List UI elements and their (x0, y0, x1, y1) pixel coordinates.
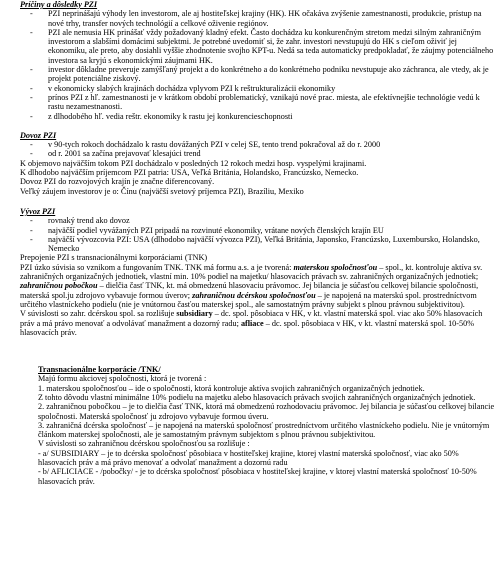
paragraph-line: K dlhodobo najväčším príjemcom PZI patria: USA, Veľká Británia, Holandsko, Francúzsko, Nemecko. (20, 168, 359, 178)
paragraph-line: - b/ AFLICIACE - /pobočky/ - je to dcérska spoločnosť pôsobiaca v hostiteľskej krajine, v ktorej vlastní materská spoločnosť 10-50% hlasovacích práv. (38, 467, 477, 486)
list-item: - PZI neprinášajú výhody len investorom, ale aj hostiteľskej krajiny (HK). HK očakáva zvýšenie zamestnanosti, produkcie, prístup na nové trhy, transfer nových technológií a celkové oživenie regiónov. (20, 9, 495, 28)
causes-list (20, 9, 495, 121)
text-run: V súvislosti so zahr. dcérskou spol. sa rozlišuje (20, 309, 177, 319)
section-title-export: Vývoz PZI (20, 206, 56, 216)
paragraph-line: Dovoz PZI do rozvojových krajín je značne diferencovaný. (20, 177, 215, 187)
paragraph-line: 3. zahraničná dcérska spoločnosť – je napojená na materskú spoločnosť prostredníctvom určitého vlastníckeho podielu. Nie je vnútorným článkom materskej spoločnosti, ale je samostatným právnym subjektom s plnou právnou subjektivitou. (38, 420, 490, 440)
list-item: - najväčší podiel vyvážaných PZI pripadá na rozvinuté ekonomiky, vrátane nových členských krajín EU (20, 226, 495, 235)
paragraph-line: K objemovo najväčším tokom PZI dochádzalo v posledných 12 rokoch medzi hosp. vyspelými krajinami. (20, 158, 367, 168)
text-run: – spol., kt. kontroluje aktíva sv. zahraničných organizačných jednotiek, vlastní min. 10% podiel na majetku/ hlasovacích právach sv. zahraničných organizačných jednotiek; (20, 262, 483, 282)
paragraph-line: - a/ SUBSIDIARY – je to dcérska spoločnosť pôsobiaca v hostiteľskej krajine, ktorej vlastní materská spoločnosť, viac ako 50% hlasovacích práv a má právo menovať a odvolať manažment a dozornú radu (38, 448, 459, 468)
term-parent-company: materskou spoločnosťou (293, 262, 378, 272)
list-item: - investor dôkladne preveruje zamýšľaný projekt a do konkrétneho a do konkrétneho podniku nevstupuje ako záchranca, ale vtedy, ak je projekt potenciálne ziskový. (20, 65, 495, 84)
spacer (20, 196, 495, 207)
section-title-tnk: Transnacionálne korporácie /TNK/ (38, 365, 161, 375)
paragraph-line: Veľký záujem investorov je o: Čínu (najväčší svetový príjemca PZI), Brazíliu, Mexiko (20, 186, 304, 196)
export-list (20, 216, 495, 253)
list-item: - PZI ale nemusia HK prinášať vždy požadovaný kladný efekt. Často dochádza ku konkurenčným stretom medzi silným zahraničným investorom a slabšími domácimi subjektmi. Je potrebné uvedomiť si, že zahr. investori nevstupujú do HK s cieľom oživiť jej ekonomiku, ale preto, aby dosiahli vyššie zhodnotenie svojho KPT-u. Nedá sa teda automaticky predpokladať, že záujmy potenciálneho investora sa kryjú s ekonomickými záujmami HK. (20, 28, 495, 65)
tnk-intro: Prepojenie PZI s transnacionálnymi korporáciami (TNK) (20, 253, 208, 263)
spacer (20, 337, 495, 365)
text-run: PZI úzko súvisia so vznikom a fungovaním TNK. TNK má formu a.s. a je tvorená: (20, 262, 294, 272)
section-title-import: Dovoz PZI (20, 130, 57, 140)
list-item: - od r. 2001 sa začína prejavovať klesajúci trend (20, 149, 495, 158)
term-foreign-subsidiary: zahraničnou dcérskou spoločnosťou (192, 290, 316, 300)
term-affiliate: afliace (240, 318, 264, 328)
list-item: - v 90-tych rokoch dochádzalo k rastu dovážaných PZI v celej SE, tento trend pokračoval až do r. 2000 (20, 140, 495, 149)
spacer (20, 121, 495, 131)
import-list (20, 140, 495, 159)
subsidiary-paragraph (20, 309, 495, 337)
text-run: – je napojená na materskú spol. prostredníctvom určitého vlastníckeho podielu (nie je vnútornou časťou materskej spol., ale samostatným právny subjekt s plnou právnou subjektivitou). (20, 290, 477, 309)
list-item: - rovnaký trend ako dovoz (20, 216, 495, 225)
paragraph-line: Majú formu akciovej spoločnosti, ktorá je tvorená : (38, 374, 207, 384)
paragraph-line: Z tohto dôvodu vlastní minimálne 10% podielu na majetku alebo hlasovacích právach svojich zahraničných organizačných jednotiek. (38, 392, 476, 402)
section-title-causes: Príčiny a dôsledky PZI (20, 0, 98, 9)
text-run: – dc. spol. pôsobiaca v HK, v kt. vlastní materská spol. viac ako 50% hlasovacích práv a má právo menovať a odvolávať manažment a dozorný radu; (20, 309, 483, 328)
tnk-paragraph (20, 263, 495, 309)
list-item: - z dlhodobého hľ. vedia reštr. ekonomiky k rastu jej konkurencieschopnosti (20, 112, 495, 121)
term-foreign-branch: zahraničnou pobočkou (20, 281, 98, 291)
list-item: - najväčší vývozcovia PZI: USA (dlhodobo najväčší vývozca PZI), Veľká Británia, Japonsko, Francúzsko, Luxembursko, Holandsko, Nemecko (20, 235, 495, 254)
text-run: – dielčia časť TNK, kt. má obmedzenú hlasovaciu právomoc. Jej bilancia je súčasťou celkovej bilancie spoločnosti, materská spol.ju zdrojovo vybavuje formou úverov; (20, 281, 479, 300)
paragraph-line: 2. zahraničnou pobočkou – je to dielčia časť TNK, ktorá má obmedzenú rozhodovaciu právomoc. Jej bilancia je súčasťou celkovej bilancie spoločnosti. Materská spoločnosť ju zdrojovo vybavuje formou úveru. (38, 402, 495, 421)
paragraph-line: 1. materskou spoločnosťou – ide o spoločnosti, ktorá kontroluje aktíva svojich zahraničných organizačných jednotiek. (38, 383, 425, 393)
term-subsidiary: subsidiary (176, 309, 213, 319)
list-item: - prínos PZI z hľ. zamestnanosti je v krátkom období problematický, vznikajú nové prac. miesta, ale efektívnejšie technológie vedú k rastu nezamestnanosti. (20, 93, 495, 112)
paragraph-line: V súvislosti so zahraničnou dcérskou spoločnosťou sa rozlišuje : (38, 439, 250, 449)
list-item: - v ekonomicky slabých krajinách dochádza vplyvom PZI k reštrukturalizácii ekonomiky (20, 84, 495, 93)
document-page (20, 0, 495, 486)
tnk-block (38, 374, 495, 486)
text-run: – dc. spol. pôsobiaca v HK, v kt. vlastní materská spol. 10-50% hlasovacích práv. (20, 318, 475, 337)
